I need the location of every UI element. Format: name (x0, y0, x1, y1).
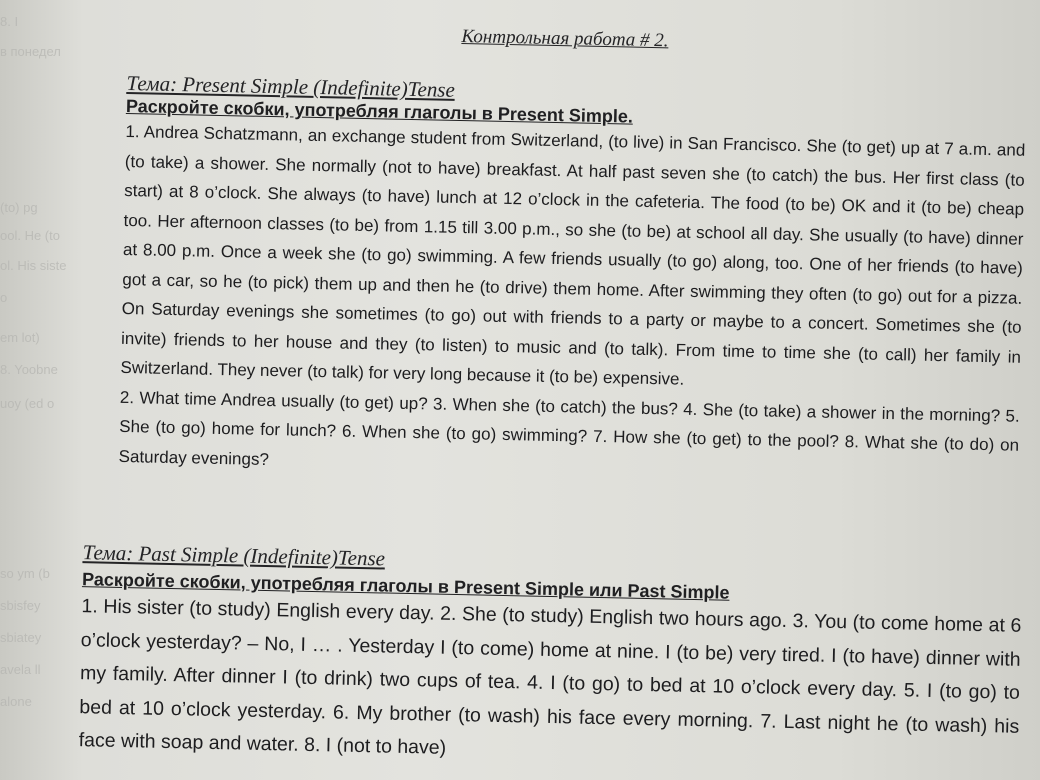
bleed-through-text: sbiatey (0, 630, 42, 645)
section-instruction: Раскройте скобки, употребляя глаголы в Present Simple или Past Simple (81, 569, 730, 603)
exercise-text: 1. His sister (to study) English every day. 2. She (to study) English two hours ago. 3. You (to come home at 6 o’clock yesterday? – No, I … . Yesterday I (to come) home at nine. I (to be) very tired. I (to have) dinner with my family. After dinner I (to drink) two cups of tea. 4. I (to go) to bed at 10 o’clock every day. 5. I (to go) to bed at 10 o’clock yesterday. 6. My brother (to wash) his face every morning. 7. Last night he (to wash) his face with soap and water. 8. I (not to have) (78, 595, 1022, 759)
bleed-through-text: o (0, 290, 8, 305)
page-title: Контрольная работа # 2. (461, 25, 669, 52)
bleed-through-text: so ym (b (0, 566, 50, 581)
section-past-simple (78, 540, 1022, 777)
section-present-simple (118, 71, 1026, 490)
section-topic: Тема: Past Simple (Indefinite)Tense (82, 540, 386, 571)
bleed-through-text: uoy (ed o (0, 396, 55, 411)
bleed-through-text: avela ll (0, 662, 41, 677)
printed-sheet (64, 10, 1030, 780)
bleed-through-text: 8. Yoobne (0, 362, 58, 377)
bleed-through-text: в понедел (0, 44, 61, 59)
bleed-through-text: ool. He (to (0, 228, 60, 243)
bleed-through-text: (to) pg (0, 200, 38, 215)
exercise-questions: 2. What time Andrea usually (to get) up? 3. When she (to catch) the bus? 4. She (to take) a shower in the morning? 5. She (to go) home for lunch? 6. When she (to go) swimming? 7. How she (to get) to the pool? 8. What she (to do) on Saturday evenings? (118, 387, 1020, 469)
exercise-text: 1. Andrea Schatzmann, an exchange student from Switzerland, (to live) in San Francisco. She (to get) up at 7 a.m. and (to take) a shower. She normally (not to have) breakfast. At half past seven she (to catch) the bus. Her first class (to start) at 8 o’clock. She always (to have) lunch at 12 o’clock in the cafeteria. The food (to be) OK and it (to be) cheap too. Her afternoon classes (to be) from 1.15 till 3.00 p.m., so she (to be) at school all day. She usually (to have) dinner at 8.00 p.m. Once a week she (to go) swimming. A few friends usually (to go) along, too. One of her friends (to have) got a car, so he (to pick) them up and then he (to drive) them home. After swimming they often (to go) out for a pizza. On Saturday evenings she sometimes (to go) out with friends to a party or maybe to a concert. Sometimes she (to invite) friends to her house and they (to listen) to music and (to talk). From time to time she (to call) her family in Switzerland. They never (to talk) for very long because it (to be) expensive. (120, 121, 1026, 389)
bleed-through-text: em lot) (0, 330, 40, 345)
bleed-through-text: ol. His siste (0, 258, 67, 273)
section-instruction: Раскройте скобки, употребляя глаголы в Present Simple. (125, 95, 634, 127)
bleed-through-text: alone (0, 694, 32, 709)
bleed-through-text: 8. I (0, 14, 19, 29)
section-topic: Тема: Present Simple (Indefinite)Tense (126, 70, 456, 102)
bleed-through-text: sbisfey (0, 598, 41, 613)
